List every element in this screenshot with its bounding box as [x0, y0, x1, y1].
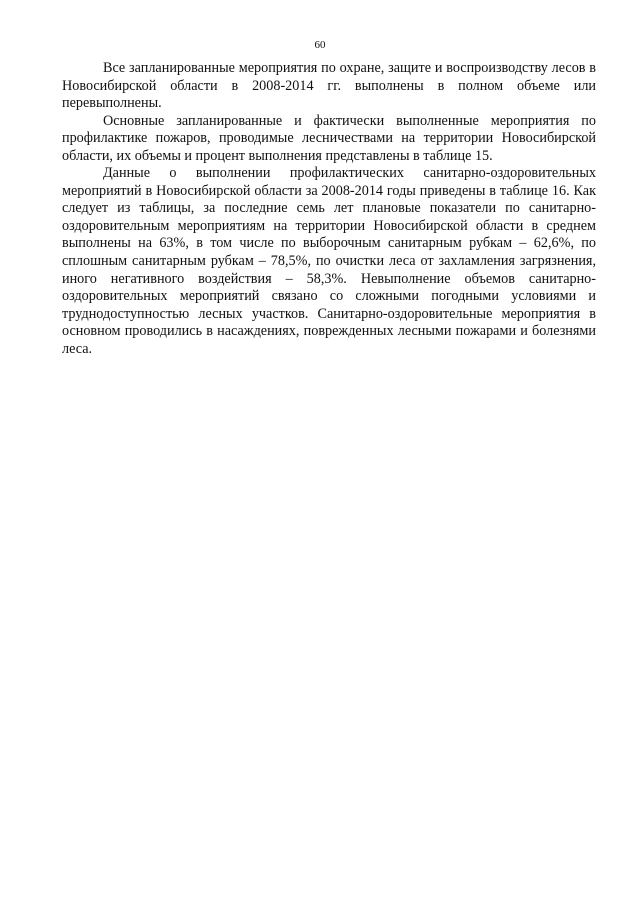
paragraph-sanitary-measures: Данные о выполнении профилактических санитарно-оздоровительных мероприятий в Новосибирской области за 2008-2014 годы приведены в таблице 16. Как следует из таблицы, за последние семь лет плановые показатели по санитарно-оздоровительным мероприятиям на территории Новосибирской области в среднем выполнены на 63%, в том числе по выборочным санитарным рубкам – 62,6%, по сплошным санитарным рубкам – 78,5%, по очистки леса от захламления загрязнения, иного негативного воздействия – 58,3%. Невыполнение объемов санитарно-оздоровительных мероприятий связано со сложными погодными условиями и труднодоступностью лесных участков. Санитарно-оздоровительные мероприятия в основном проводились в насаждениях, поврежденных лесными пожарами и болезнями леса.: [62, 165, 596, 357]
body-text: [62, 60, 596, 358]
page-number: 60: [314, 39, 326, 51]
paragraph-forest-protection-summary: Все запланированные мероприятия по охране, защите и воспроизводству лесов в Новосибирской области в 2008-2014 гг. выполнены в полном объеме или перевыполнены.: [62, 60, 596, 112]
paragraph-fire-prevention: Основные запланированные и фактически выполненные мероприятия по профилактике пожаров, проводимые лесничествами на территории Новосибирской области, их объемы и процент выполнения представлены в таблице 15.: [62, 112, 596, 164]
